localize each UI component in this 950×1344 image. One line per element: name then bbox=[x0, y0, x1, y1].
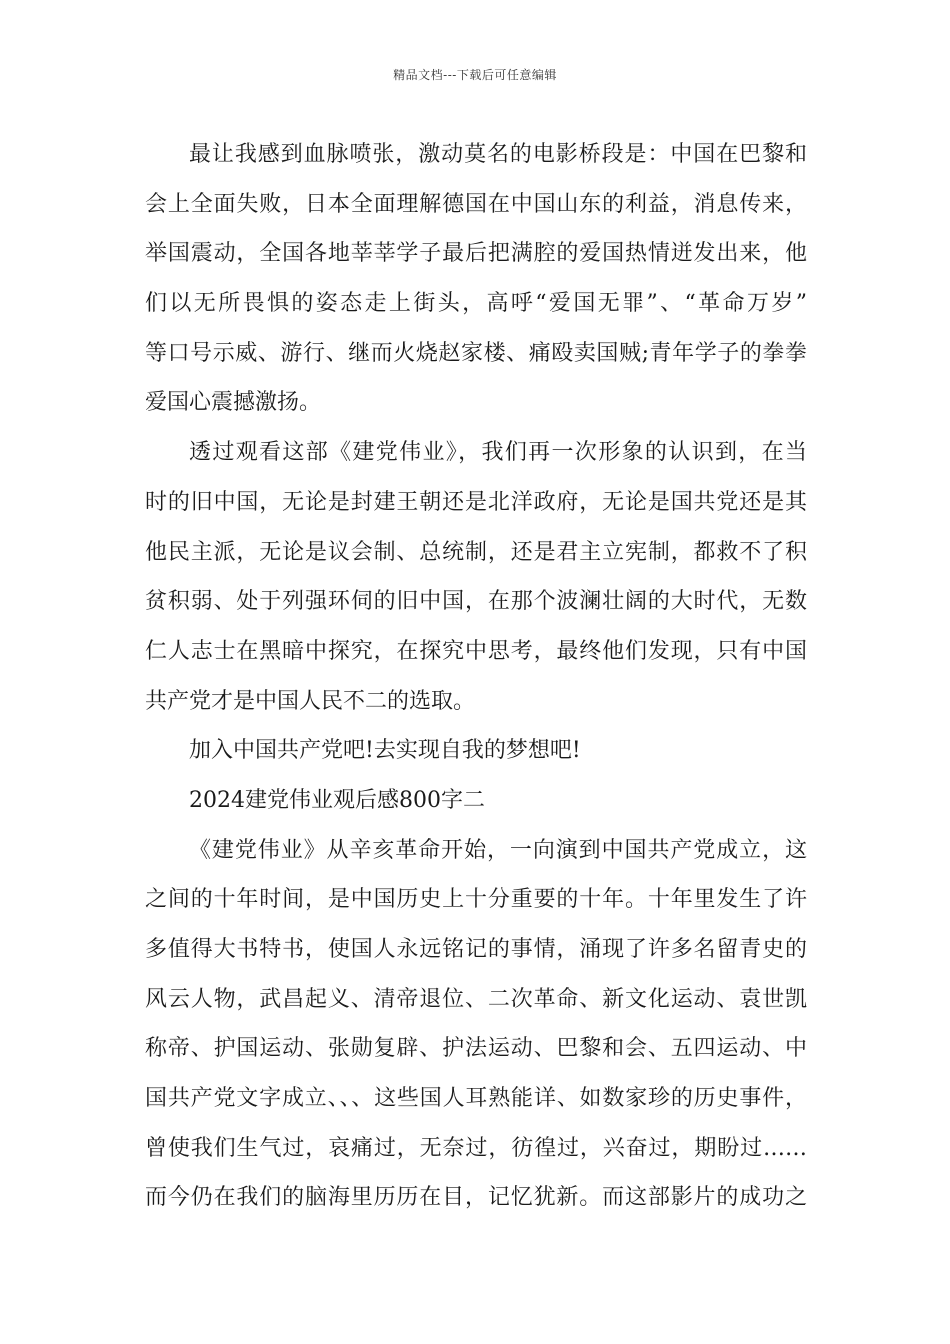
text-line: 举国震动，全国各地莘莘学子最后把满腔的爱国热情迸发出来，他 bbox=[145, 241, 807, 267]
text-line: 曾使我们生气过，哀痛过，无奈过，彷徨过，兴奋过，期盼过…… bbox=[145, 1135, 807, 1161]
text-line: 共产党才是中国人民不二的选取。 bbox=[145, 688, 476, 714]
text-line: 时的旧中国，无论是封建王朝还是北洋政府，无论是国共党还是其 bbox=[145, 489, 807, 515]
text-line: 风云人物，武昌起义、清帝退位、二次革命、新文化运动、袁世凯 bbox=[145, 986, 807, 1012]
text-line: 等口号示威、游行、继而火烧赵家楼、痛殴卖国贼;青年学子的拳拳 bbox=[145, 340, 807, 366]
text-line: 他民主派，无论是议会制、总统制，还是君主立宪制，都救不了积 bbox=[145, 539, 807, 565]
text-line: 最让我感到血脉喷张，激动莫名的电影桥段是：中国在巴黎和 bbox=[189, 142, 807, 167]
text-line: 2024建党伟业观后感800字二 bbox=[189, 787, 485, 813]
text-line: 爱国心震撼激扬。 bbox=[145, 390, 322, 416]
document-body bbox=[145, 130, 807, 1223]
text-line: 们以无所畏惧的姿态走上街头，高呼“爱国无罪”、“革命万岁” bbox=[145, 291, 807, 317]
text-line: 透过观看这部《建党伟业》，我们再一次形象的认识到，在当 bbox=[189, 440, 807, 466]
text-line: 《建党伟业》从辛亥革命开始，一向演到中国共产党成立，这 bbox=[189, 837, 807, 863]
text-line: 而今仍在我们的脑海里历历在目，记忆犹新。而这部影片的成功之 bbox=[145, 1185, 807, 1211]
text-line: 仁人志士在黑暗中探究，在探究中思考，最终他们发现，只有中国 bbox=[145, 638, 807, 664]
text-line: 称帝、护国运动、张勋复辟、护法运动、巴黎和会、五四运动、中 bbox=[145, 1036, 807, 1062]
text-line: 国共产党文字成立、、、这些国人耳熟能详、如数家珍的历史事件， bbox=[145, 1086, 807, 1112]
text-line: 多值得大书特书，使国人永远铭记的事情，涌现了许多名留青史的 bbox=[145, 937, 807, 962]
text-line: 加入中国共产党吧!去实现自我的梦想吧! bbox=[189, 738, 581, 764]
text-line: 贫积弱、处于列强环伺的旧中国，在那个波澜壮阔的大时代，无数 bbox=[145, 589, 807, 615]
text-line: 之间的十年时间，是中国历史上十分重要的十年。十年里发生了许 bbox=[145, 887, 807, 913]
text-line: 会上全面失败，日本全面理解德国在中国山东的利益，消息传来， bbox=[145, 191, 807, 217]
page-header: 精品文档---下载后可任意编辑 bbox=[393, 68, 557, 82]
